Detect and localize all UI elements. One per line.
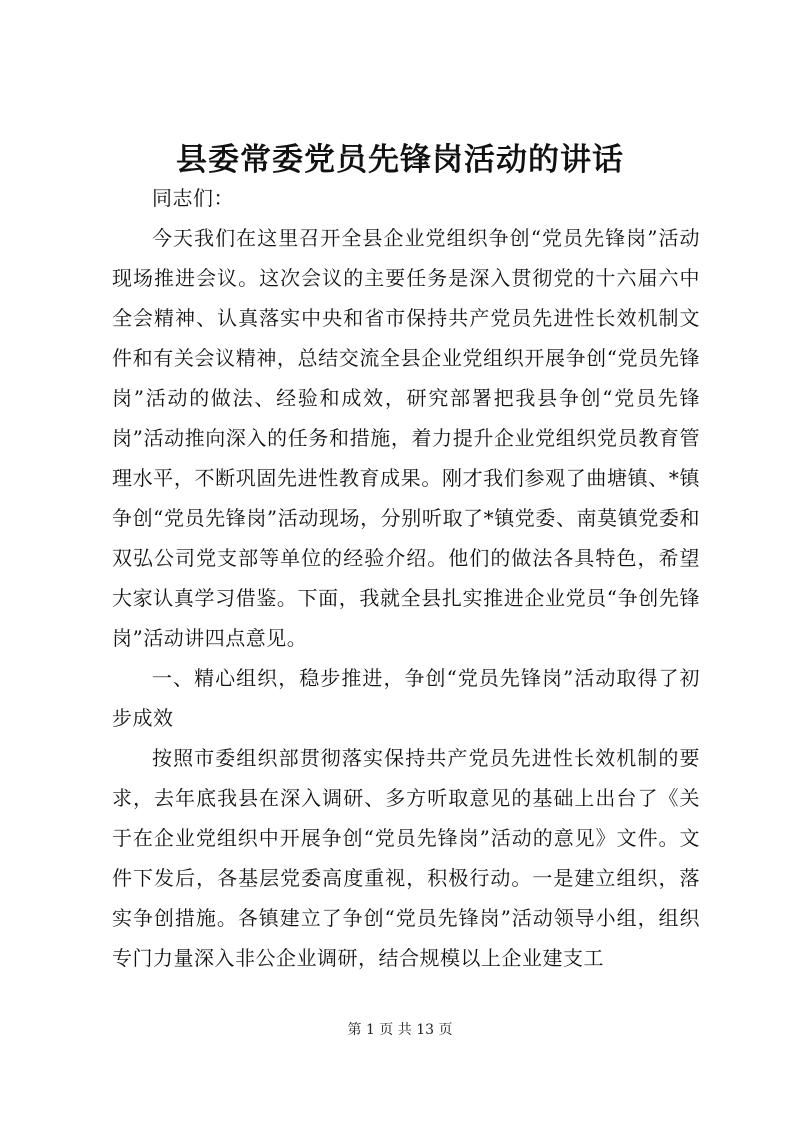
intro-paragraph: 今天我们在这里召开全县企业党组织争创“党员先锋岗”活动现场推进会议。这次会议的主要任务是深入贯彻党的十六届六中全会精神、认真落实中央和省市保持共产党员先进性长效机制文件和有关会议精神，总结交流全县企业党组织开展争创“党员先锋岗”活动的做法、经验和成效，研究部署把我县争创“党员先锋岗”活动推向深入的任务和措施，着力提升企业党组织党员教育管理水平，不断巩固先进性教育成果。刚才我们参观了曲塘镇、*镇争创“党员先锋岗”活动现场，分别听取了*镇党委、南莫镇党委和双弘公司党支部等单位的经验介绍。他们的做法各具特色，希望大家认真学习借鉴。下面，我就全县扎实推进企业党员“争创先锋岗”活动讲四点意见。	[112, 226, 700, 650]
page-footer: 第 1 页 共 13 页	[347, 1022, 453, 1038]
section-heading-one: 一、精心组织，稳步推进，争创“党员先锋岗”活动取得了初步成效	[112, 666, 700, 730]
body-paragraph: 按照市委组织部贯彻落实保持共产党员先进性长效机制的要求，去年底我县在深入调研、多方听取意见的基础上出台了《关于在企业党组织中开展争创“党员先锋岗”活动的意见》文件。文件下发后，各基层党委高度重视，积极行动。一是建立组织，落实争创措施。各镇建立了争创“党员先锋岗”活动领导小组，组织专门力量深入非公企业调研，结合规模以上企业建支工	[112, 746, 700, 970]
salutation-paragraph: 同志们：	[152, 186, 234, 210]
document-body	[112, 178, 700, 978]
page-title: 县委常委党员先锋岗活动的讲话	[176, 142, 624, 178]
